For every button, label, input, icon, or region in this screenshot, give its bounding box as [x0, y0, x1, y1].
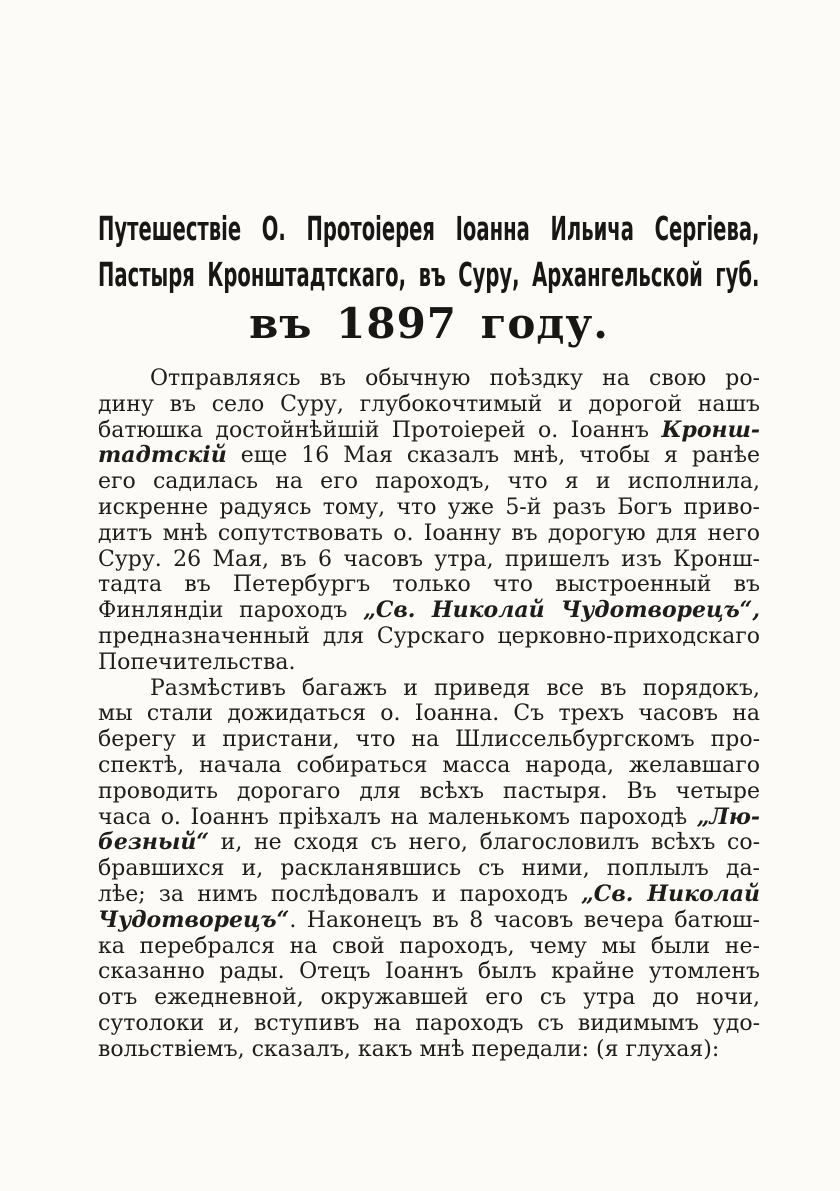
text-segment: искренне радуясь тому, что уже 5-й разъ Богъ приво-	[98, 494, 760, 520]
text-line	[98, 1011, 760, 1037]
emphasis-text: безный“	[98, 829, 209, 856]
text-segment: спектѣ, начала собираться масса народа, желавшаго	[98, 752, 760, 778]
emphasis-text: Кронш-	[661, 416, 760, 443]
text-segment: тадта въ Петербургъ только что выстроенный въ	[98, 572, 760, 598]
text-line	[98, 701, 760, 727]
text-segment: сказанно рады. Отецъ Іоаннъ былъ крайне утомленъ	[98, 959, 760, 985]
text-segment: его садилась на его пароходъ, что я и исполнила,	[98, 469, 760, 495]
text-line	[98, 985, 760, 1011]
text-segment: бравшихся и, раскланявшись съ ними, поплылъ да-	[98, 856, 760, 882]
text-segment: Попечительства.	[98, 649, 296, 675]
text-line	[98, 830, 760, 856]
title-line: Пастыря Кронштадтскаго, въ Суру, Архангельской губ.	[98, 255, 760, 295]
text-line	[98, 521, 760, 547]
text-line	[98, 572, 760, 598]
text-line	[98, 676, 760, 702]
text-line	[98, 469, 760, 495]
text-segment: вольствіемъ, сказалъ, какъ мнѣ передали: (я глухая):	[98, 1036, 720, 1062]
text-segment: Суру. 26 Мая, въ 6 часовъ утра, пришелъ изъ Кронш-	[98, 546, 760, 572]
text-line	[98, 856, 760, 882]
chapter-title	[98, 206, 760, 298]
text-segment: отъ ежедневной, окружавшей его съ утра до ночи,	[98, 985, 760, 1011]
text-segment: еще 16 Мая сказалъ мнѣ, чтобы я ранѣе	[226, 443, 760, 469]
text-segment: предназначенный для Сурскаго церковно-приходскаго	[98, 623, 760, 649]
text-segment: проводить дорогаго для всѣхъ пастыря. Въ четыре	[98, 778, 760, 804]
text-line	[98, 392, 760, 418]
text-segment: часа о. Іоаннъ пріѣхалъ на маленькомъ пароходѣ	[98, 804, 697, 830]
emphasis-text: „Св. Николай	[581, 880, 760, 907]
text-line	[98, 495, 760, 521]
text-segment: . Наконецъ въ 8 часовъ вечера батюш-	[289, 907, 760, 933]
text-segment: берегу и пристани, что на Шлиссельбургскомъ про-	[98, 727, 760, 753]
text-line	[98, 753, 760, 779]
text-line	[98, 650, 760, 676]
text-line	[98, 1037, 760, 1063]
paragraph	[98, 676, 760, 1063]
text-line	[98, 934, 760, 960]
body-text	[98, 366, 760, 1063]
text-line	[98, 547, 760, 573]
text-line	[98, 959, 760, 985]
page-content	[98, 206, 760, 1063]
text-line	[98, 779, 760, 805]
paragraph	[98, 366, 760, 676]
text-segment: мы стали дожидаться о. Іоанна. Съ трехъ часовъ на	[98, 701, 760, 727]
text-line	[98, 624, 760, 650]
text-line	[98, 882, 760, 908]
text-segment: ка перебрался на свой пароходъ, чему мы были не-	[98, 933, 760, 959]
text-segment: дитъ мнѣ сопутствовать о. Іоанну въ дорогую для него	[98, 520, 760, 546]
emphasis-text: „Св. Николай Чудотворецъ“,	[363, 597, 760, 624]
text-segment: Финляндіи пароходъ	[98, 598, 364, 624]
title-line: Путешествіе О. Протоіерея Іоанна Ильича Сергіева,	[98, 209, 760, 249]
text-segment: лѣе; за нимъ послѣдовалъ и пароходъ	[98, 881, 582, 907]
text-line	[98, 727, 760, 753]
text-segment: Размѣстивъ багажъ и приведя все въ порядокъ,	[150, 675, 760, 701]
text-line	[98, 366, 760, 392]
text-line	[98, 805, 760, 831]
text-line	[98, 443, 760, 469]
emphasis-text: тадтскій	[98, 442, 227, 469]
text-line	[98, 418, 760, 444]
text-line	[98, 908, 760, 934]
text-segment: сутолоки и, вступивъ на пароходъ съ видимымъ удо-	[98, 1010, 760, 1036]
text-segment: батюшка достойнѣйшій Протоіерей о. Іоаннъ	[98, 417, 662, 443]
chapter-year-title: въ 1897 году.	[249, 299, 609, 348]
text-line	[98, 598, 760, 624]
text-segment: и, не сходя съ него, благословилъ всѣхъ со-	[209, 830, 760, 856]
text-segment: Отправляясь въ обычную поѣздку на свою ро-	[150, 366, 760, 391]
emphasis-text: Чудотворецъ“	[98, 906, 290, 933]
text-segment: дину въ село Суру, глубокочтимый и дорогой нашъ	[98, 391, 760, 417]
emphasis-text: „Лю-	[696, 803, 760, 830]
